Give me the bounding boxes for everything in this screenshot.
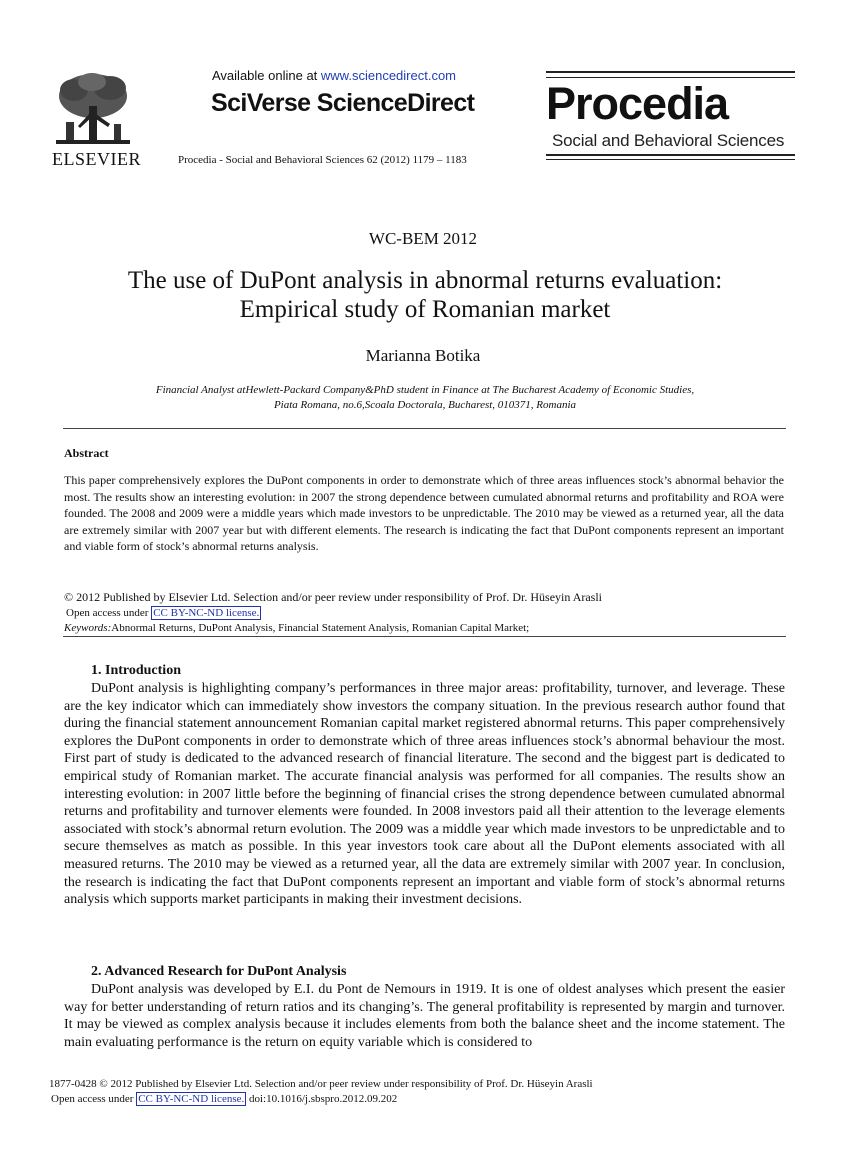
available-online-line [212, 68, 456, 83]
section-body-advanced-research: DuPont analysis was developed by E.I. du Pont de Nemours in 1919. It is one of oldest analyses which present the easier way for better understanding of return ratios and its changing’s. The general profitability is represented by margin and turnover. It may be viewed as complex analysis because it includes elements from both the balance sheet and the income statement. The main evaluating performance is the return on equity variable which is considered to [64, 982, 785, 1050]
logo-rule-bottom [546, 154, 795, 156]
footer-license-link[interactable]: CC BY-NC-ND license. [138, 1093, 245, 1105]
keywords-list: Abnormal Returns, DuPont Analysis, Financial Statement Analysis, Romanian Capital Market; [111, 622, 530, 634]
open-access-label: Open access under [66, 607, 152, 619]
logo-rule-bottom-thin [546, 159, 795, 160]
procedia-logo: Procedia [546, 78, 729, 129]
abstract-heading: Abstract [64, 446, 109, 460]
footer-license-line [51, 1093, 397, 1105]
author-affiliation [60, 383, 790, 413]
copyright-notice: © 2012 Published by Elsevier Ltd. Selection and/or peer review under responsibility of Prof. Dr. Hüseyin Arasli [64, 590, 603, 604]
section-heading-advanced-research: 2. Advanced Research for DuPont Analysis [91, 964, 347, 979]
sciverse-sciencedirect-logo: SciVerse ScienceDirect [211, 89, 475, 117]
author-name: Marianna Botika [365, 346, 481, 365]
elsevier-tree-logo [52, 70, 134, 150]
section-body-introduction: DuPont analysis is highlighting company’s performances in three major areas: profitability, turnover, and leverage. These are the key indicator which can immediately show investors the company situation. In the previous research author found that during the financial statement announcement Romanian capital market registered abnormal returns. This paper comprehensively explores the DuPont components in order to demonstrate which of three areas influences stock’s abnormal behaviour the most. First part of study is dedicated to the advanced research of financial literature. The second and the biggest part is dedicated to empirical study of Romanian market. The accurate financial analysis was performed for all companies. The results show an interesting evolution: in 2007 little before the beginning of financial crises the strong dependence between cumulated abnormal returns and profitability and turnover elements were founded. In 2008 investors paid all their attention to the leverage elements associated with stock’s abnormal return evolution. The 2009 was a middle year which made investors to be unpredictable and to secure themselves as match as possible. In this year investors took care about all the DuPont elements associated with all measured returns. The 2010 may be viewed as a returned year, all the data are extremely similar with 2007 year. In conclusion, the research is indicating the fact that DuPont components represent an important and viable form of stock’s abnormal returns analysis which supports market participants in making their investment decisions. [64, 681, 785, 908]
section-heading-introduction: 1. Introduction [91, 663, 181, 678]
license-link[interactable]: CC BY-NC-ND license. [153, 607, 260, 619]
keywords [64, 622, 529, 634]
keywords-label: Keywords: [64, 622, 112, 634]
available-online-label: Available online at [212, 68, 321, 83]
conference-name: WC-BEM 2012 [368, 229, 478, 248]
abstract-body: This paper comprehensively explores the DuPont components in order to demonstrate which of three areas influences stock’s abnormal behavior the most. The results show an interesting evolution: in 2007 the strong dependence between cumulated abnormal returns and profitability and ROA were founded. The 2008 and 2009 were a middle years which made investors to be unpredictable. The 2010 may be viewed as a returned year, all the data are extremely similar with 2007 year but with different elements. The research is indicating the fact that DuPont components represent an important and viable form of stock’s abnormal returns analysis. [64, 473, 784, 553]
footer-doi[interactable]: doi:10.1016/j.sbspro.2012.09.202 [246, 1093, 398, 1105]
abstract-bottom-rule [63, 636, 786, 637]
article-title [60, 266, 790, 324]
affiliation-line-1: Financial Analyst atHewlett-Packard Company&PhD student in Finance at The Bucharest Academy of Economic Studies, [155, 384, 695, 396]
logo-rule-top [546, 71, 795, 73]
footer-open-access-label: Open access under [51, 1093, 137, 1105]
title-line-2: Empirical study of Romanian market [239, 296, 611, 323]
abstract-top-rule [63, 428, 786, 429]
affiliation-line-2: Piata Romana, no.6,Scoala Doctorala, Bucharest, 010371, Romania [273, 399, 577, 411]
elsevier-wordmark: ELSEVIER [52, 149, 141, 169]
journal-citation: Procedia - Social and Behavioral Sciences 62 (2012) 1179 – 1183 [178, 154, 467, 166]
open-access-notice [66, 607, 261, 619]
procedia-subtitle: Social and Behavioral Sciences [552, 131, 785, 150]
sciencedirect-link[interactable]: www.sciencedirect.com [320, 68, 457, 83]
footer-issn-line: 1877-0428 © 2012 Published by Elsevier Ltd. Selection and/or peer review under responsibility of Prof. Dr. Hüseyin Arasli [49, 1078, 593, 1090]
title-line-1: The use of DuPont analysis in abnormal returns evaluation: [127, 267, 723, 294]
